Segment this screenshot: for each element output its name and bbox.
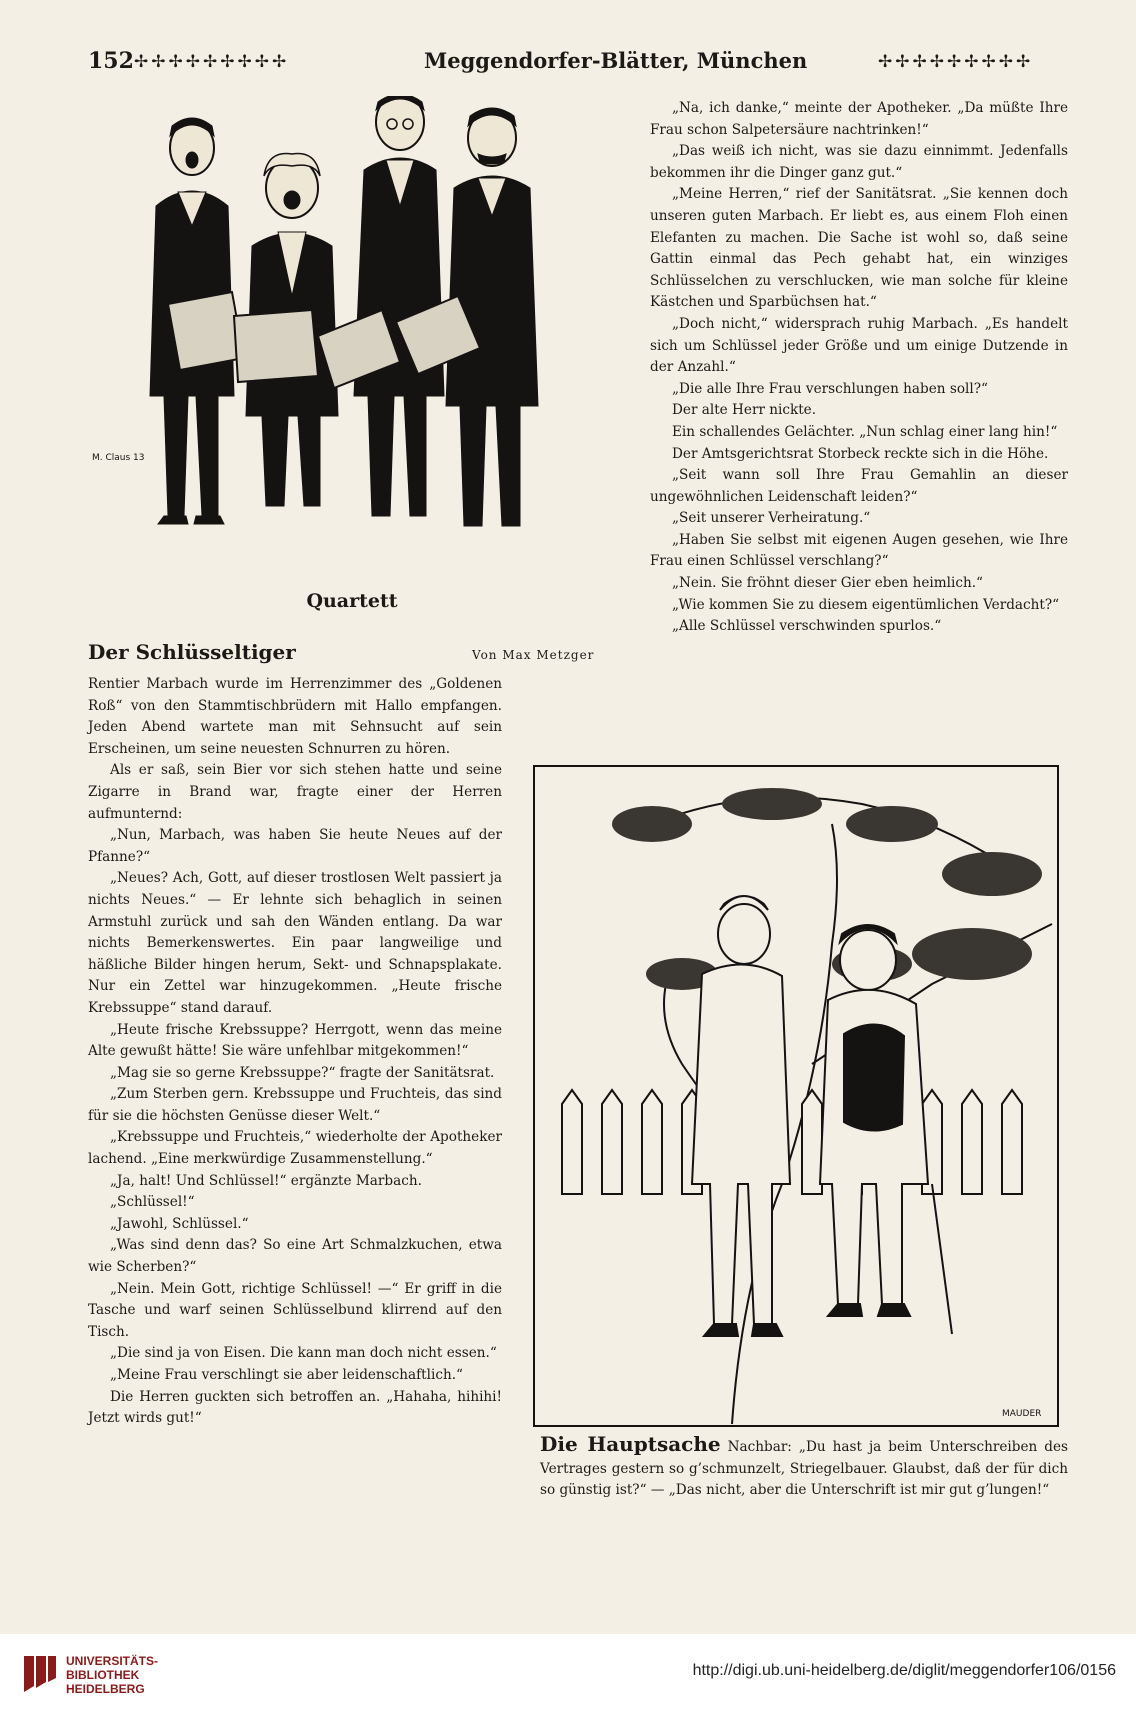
paragraph: „Zum Sterben gern. Krebssuppe und Fruchteis, das sind für sie die höchsten Genüsse dieser Welt.“ — [88, 1086, 502, 1124]
library-footer — [0, 1634, 1136, 1714]
paragraph: Die Herren guckten sich betroffen an. „Hahaha, hihihi! Jetzt wirds gut!“ — [88, 1388, 502, 1427]
quartet-caption: Quartett — [306, 590, 398, 612]
paragraph: Ein schallendes Gelächter. „Nun schlag einer lang hin!“ — [672, 423, 1058, 440]
paragraph: „Na, ich danke,“ meinte der Apotheker. „Da müßte Ihre Frau schon Salpetersäure nachtrinken!“ — [650, 100, 1068, 138]
paragraph: „Nun, Marbach, was haben Sie heute Neues auf der Pfanne?“ — [88, 827, 502, 865]
library-name-line: BIBLIOTHEK — [66, 1668, 140, 1682]
cartoon-title: Die Hauptsache — [540, 1432, 721, 1456]
library-logo-icon — [20, 1652, 60, 1696]
paragraph: „Die alle Ihre Frau verschlungen haben soll?“ — [672, 380, 988, 397]
paragraph: „Wie kommen Sie zu diesem eigentümlichen Verdacht?“ — [672, 596, 1060, 613]
paragraph: „Krebssuppe und Fruchteis,“ wiederholte der Apotheker lachend. „Eine merkwürdige Zusammenstellung.“ — [88, 1129, 502, 1168]
paragraph: „Nein. Mein Gott, richtige Schlüssel! —“ Er griff in die Tasche und warf seinen Schlüsselbund klirrend auf den Tisch. — [88, 1280, 502, 1340]
cartoon-caption — [540, 1434, 1068, 1502]
library-name-line: UNIVERSITÄTS- — [66, 1654, 159, 1668]
quartet-illustration — [92, 96, 612, 586]
cartoon-text: Nachbar: „Du hast ja beim Unterschreiben des Vertrages gestern so g’schmunzelt, Striegelbauer. Glaubst, daß der für dich so günstig ist?“ — „Das nicht, aber die Unterschrift ist mir gut g’lungen!“ — [540, 1439, 1068, 1499]
paragraph: „Meine Herren,“ rief der Sanitätsrat. „Sie kennen doch unseren guten Marbach. Er liebt es, aus einem Floh einen Elefanten zu machen. Die Sache ist wohl so, daß seine Gattin einmal das Pech gehabt hat, ein winziges Schlüsselchen zu verschlucken, wie man solche für kleine Kästchen und Sparbüchsen hat.“ — [650, 186, 1068, 311]
paragraph: „Die sind ja von Eisen. Die kann man doch nicht essen.“ — [110, 1345, 497, 1362]
running-title: Meggendorfer-Blätter, München — [424, 48, 808, 73]
header-ornament-right: ✢✢✢✢✢✢✢✢✢ — [878, 52, 1034, 72]
quartet-signature: M. Claus 13 — [92, 453, 145, 463]
cartoon-signature: MAUDER — [1002, 1409, 1042, 1419]
paragraph: „Doch nicht,“ widersprach ruhig Marbach. „Es handelt sich um Schlüssel jeder Größe und um einige Dutzende in der Anzahl.“ — [650, 315, 1068, 376]
paragraph: Der Amtsgerichtsrat Storbeck reckte sich in die Höhe. — [672, 445, 1049, 462]
paragraph: „Mag sie so gerne Krebssuppe?“ fragte der Sanitätsrat. — [110, 1064, 495, 1081]
header-ornament-left: ✢✢✢✢✢✢✢✢✢ — [134, 52, 290, 72]
story-byline: Von Max Metzger — [472, 648, 595, 662]
library-name-line: HEIDELBERG — [66, 1682, 145, 1696]
paragraph: „Schlüssel!“ — [110, 1194, 195, 1211]
page-header — [88, 44, 1068, 80]
paragraph: Als er saß, sein Bier vor sich stehen hatte und seine Zigarre in Brand war, fragte einer der Herren aufmunternd: — [88, 762, 502, 822]
story-column-left — [88, 674, 502, 1430]
paragraph: „Ja, halt! Und Schlüssel!“ ergänzte Marbach. — [110, 1172, 422, 1189]
paragraph: „Nein. Sie fröhnt dieser Gier eben heimlich.“ — [672, 575, 984, 592]
paragraph: „Haben Sie selbst mit eigenen Augen gesehen, wie Ihre Frau einen Schlüssel verschlang?“ — [650, 531, 1068, 570]
paragraph: Rentier Marbach wurde im Herrenzimmer des „Goldenen Roß“ von den Stammtischbrüdern mit Hallo empfangen. Jeden Abend wartete man mit Sehnsucht auf sein Erscheinen, um seine neuesten Schnurren zu hören. — [88, 676, 502, 757]
paragraph: „Das weiß ich nicht, was sie dazu einnimmt. Jedenfalls bekommen ihr die Dinger ganz gut.“ — [650, 143, 1068, 181]
source-url[interactable]: http://digi.ub.uni-heidelberg.de/diglit/meggendorfer106/0156 — [692, 1662, 1116, 1679]
page-number: 152 — [88, 48, 134, 74]
paragraph: „Neues? Ach, Gott, auf dieser trostlosen Welt passiert ja nichts Neues.“ — Er lehnte sich behaglich in seinen Armstuhl zurück und sah den Wänden entlang. Da war nichts Bemerkenswertes. Ein paar langweilige und häßliche Bilder hingen herum, Sekt- und Schnapsplakate. Nur ein Zettel war hinzugekommen. „Heute frische Krebssuppe“ stand darauf. — [88, 870, 502, 1016]
paragraph: Der alte Herr nickte. — [672, 402, 817, 419]
story-title: Der Schlüsseltiger — [88, 640, 296, 664]
paragraph: „Seit wann soll Ihre Frau Gemahlin an dieser ungewöhnlichen Leidenschaft leiden?“ — [650, 467, 1068, 505]
paragraph: „Heute frische Krebssuppe? Herrgott, wenn das meine Alte gewußt hätte! Sie wäre unfehlbar mitgekommen!“ — [88, 1021, 502, 1060]
paragraph: „Alle Schlüssel verschwinden spurlos.“ — [672, 618, 942, 635]
paragraph: „Jawohl, Schlüssel.“ — [110, 1215, 249, 1232]
paragraph: „Meine Frau verschlingt sie aber leidenschaftlich.“ — [110, 1367, 463, 1383]
paragraph: „Seit unserer Verheiratung.“ — [672, 510, 871, 527]
paragraph: „Was sind denn das? So eine Art Schmalzkuchen, etwa wie Scherben?“ — [88, 1237, 502, 1276]
library-name — [66, 1654, 158, 1696]
cartoon-illustration — [532, 764, 1060, 1428]
story-column-right — [650, 98, 1068, 638]
